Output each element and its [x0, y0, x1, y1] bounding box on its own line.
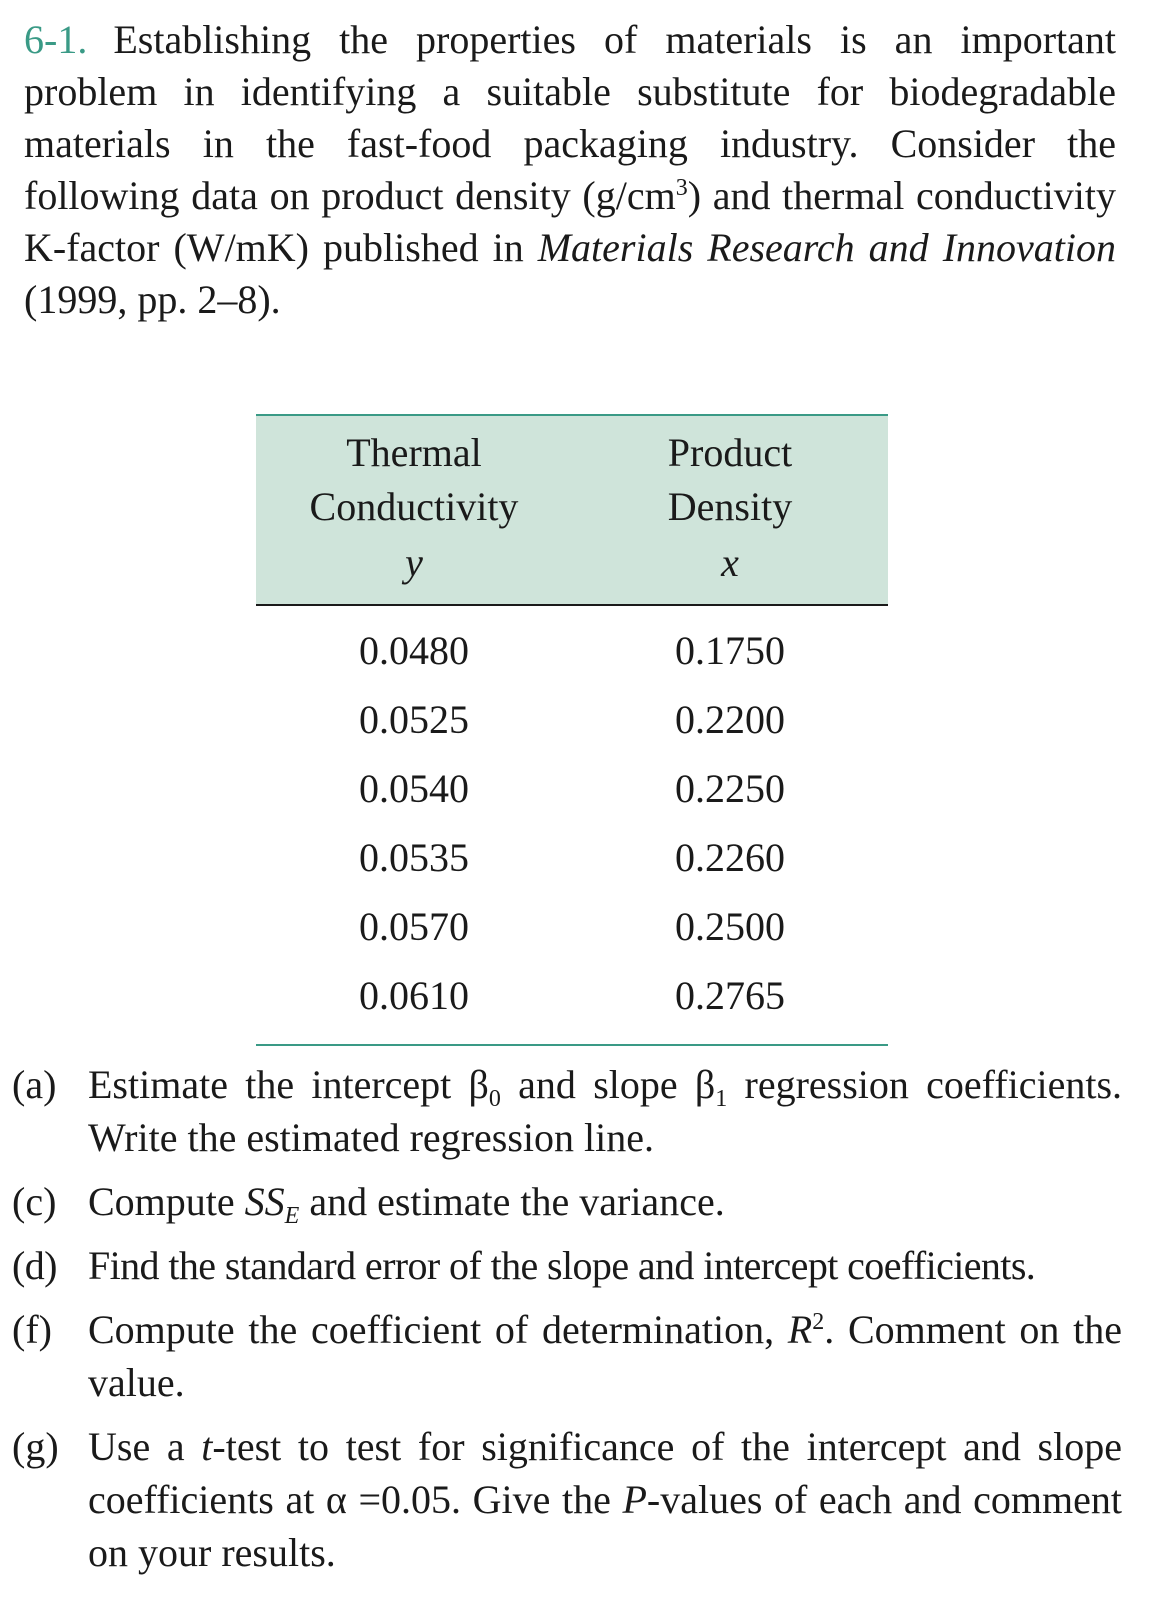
column-variable: x [721, 540, 739, 585]
subscript: 0 [488, 1086, 501, 1112]
question-text: -test to test for significance of the intercept and slope coefficients at α =0.05. Give the [88, 1424, 1122, 1522]
table-cell-y: 0.0570 [359, 904, 469, 949]
question-text: -values of each and comment on your results. [88, 1477, 1122, 1575]
table-cell-x: 0.2765 [675, 973, 785, 1018]
table-cell-y: 0.0540 [359, 766, 469, 811]
column-header-product-density [572, 415, 888, 605]
r-symbol: R [787, 1307, 813, 1352]
t-symbol: t [201, 1424, 213, 1469]
column-variable: y [405, 540, 423, 585]
subscript: E [284, 1203, 300, 1229]
problem-text-part2: ) and thermal conductivity K-factor (W/mK) published in [24, 173, 1117, 270]
sse-symbol: SS [244, 1179, 285, 1224]
question-a [12, 1058, 1122, 1164]
question-f [12, 1303, 1122, 1409]
data-table [256, 414, 888, 1030]
question-text: Compute the coefficient of determination, [88, 1307, 788, 1352]
column-header-line: Density [667, 484, 793, 529]
table-header [256, 415, 888, 605]
table-cell-x: 0.2250 [675, 766, 785, 811]
table-cell-y: 0.0525 [359, 697, 469, 742]
question-d [12, 1239, 1122, 1292]
citation: (1999, pp. 2–8). [24, 277, 281, 322]
question-label: (a) [12, 1062, 57, 1107]
problem-text-part1: Establishing the properties of materials is an important problem in identifying a suitable substitute for biodegradable materials in the fast-food packaging industry. Consider the following data on product density (g/cm [24, 17, 1116, 218]
question-list [12, 1058, 1122, 1590]
data-table-container [256, 414, 888, 1046]
table-cell-y: 0.0610 [359, 973, 469, 1018]
table-cell-y: 0.0480 [359, 628, 469, 673]
column-header-line: Product [667, 430, 793, 475]
table-row [256, 892, 888, 961]
question-text: regression coefficients. Write the estimated regression line. [88, 1062, 1123, 1160]
question-c [12, 1175, 1122, 1228]
table-row [256, 961, 888, 1030]
question-text: . Comment on the value. [88, 1307, 1122, 1405]
density-unit-exponent: 3 [675, 175, 688, 201]
question-text: Compute [88, 1179, 245, 1224]
column-header-thermal-conductivity [256, 415, 572, 605]
column-header-line: Conductivity [309, 484, 519, 529]
table-body [256, 605, 888, 1030]
question-label: (g) [12, 1424, 59, 1469]
question-label: (f) [12, 1307, 52, 1352]
question-label: (d) [12, 1243, 57, 1288]
question-text: and slope β [500, 1062, 716, 1107]
table-cell-y: 0.0535 [359, 835, 469, 880]
superscript: 2 [812, 1309, 825, 1335]
table-row [256, 605, 888, 685]
table-bottom-rule [256, 1030, 888, 1046]
question-g [12, 1420, 1122, 1579]
question-text: Estimate the intercept β [88, 1062, 489, 1107]
table-cell-x: 0.2500 [675, 904, 785, 949]
table-row [256, 754, 888, 823]
table-row [256, 685, 888, 754]
column-header-line: Thermal [346, 430, 482, 475]
table-row [256, 823, 888, 892]
table-cell-x: 0.1750 [675, 628, 785, 673]
p-symbol: P [622, 1477, 647, 1522]
problem-statement [24, 14, 1116, 326]
subscript: 1 [715, 1086, 728, 1112]
journal-title: Materials Research and Innovation [537, 225, 1116, 270]
question-text: Use a [88, 1424, 202, 1469]
question-label: (c) [12, 1179, 57, 1224]
table-cell-x: 0.2260 [675, 835, 785, 880]
question-text: and estimate the variance. [299, 1179, 725, 1224]
table-cell-x: 0.2200 [675, 697, 785, 742]
question-text: Find the standard error of the slope and intercept coefficients. [88, 1243, 1036, 1288]
problem-number: 6-1. [24, 17, 88, 62]
